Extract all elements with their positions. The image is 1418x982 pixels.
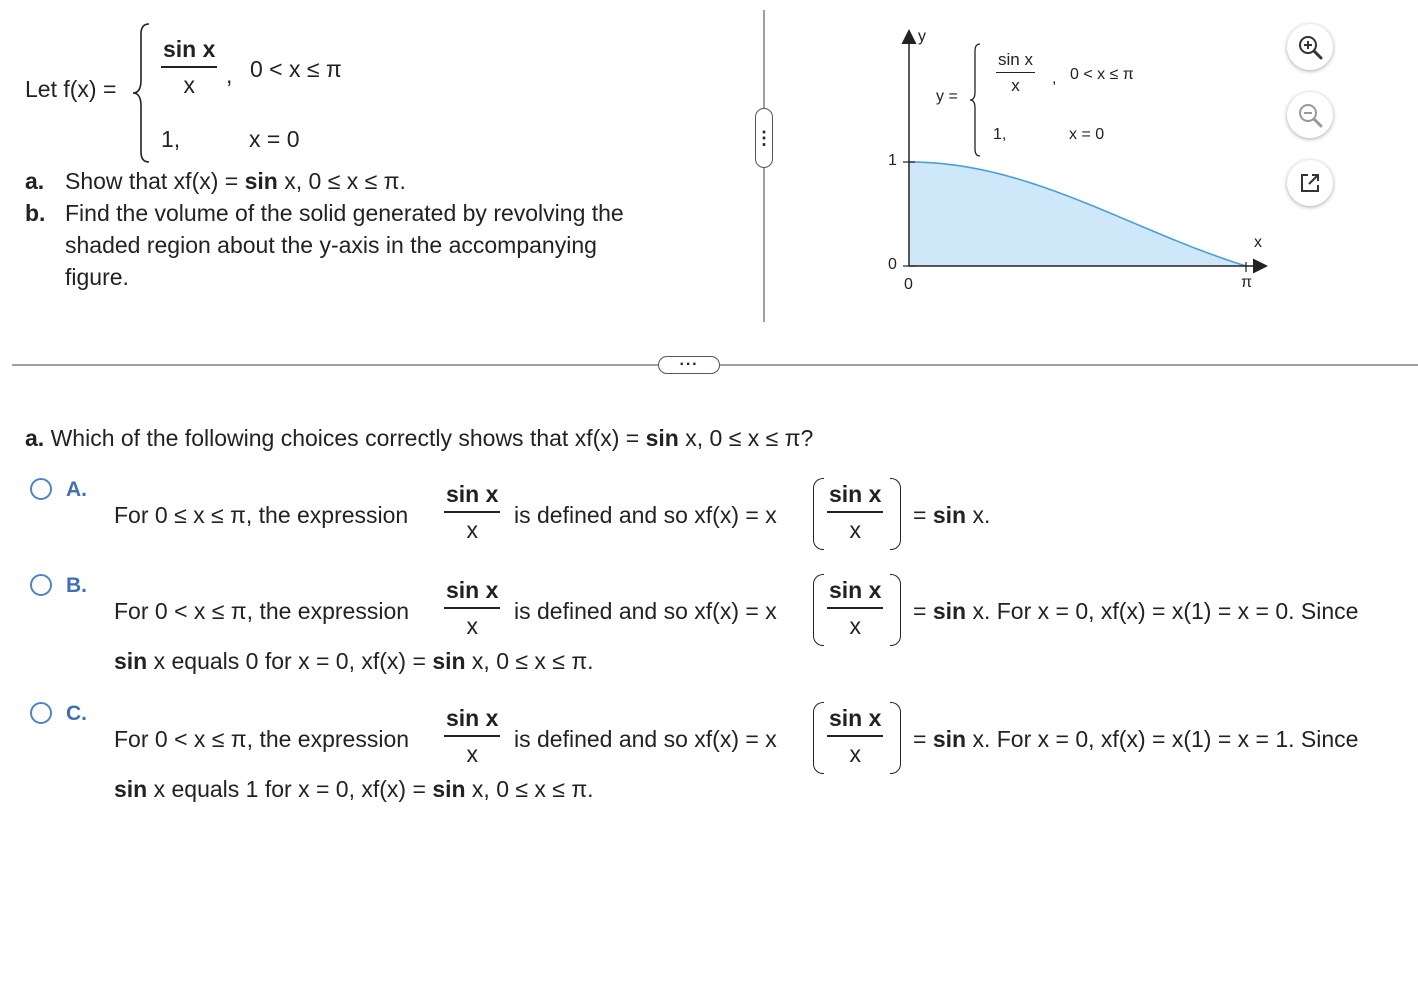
open-in-new-window-button[interactable] [1287,160,1333,206]
option-a-pre: For 0 ≤ x ≤ π, the expression [114,502,409,528]
question-text: a. Which of the following choices correctly shows that xf(x) = sin x, 0 ≤ x ≤ π? [25,425,814,451]
zoom-in-button[interactable] [1287,24,1333,70]
question-letter: a. [25,425,45,451]
option-b-pre: For 0 < x ≤ π, the expression [114,598,410,624]
piece1-denominator: x [183,71,195,98]
option-c-fraction [444,705,500,768]
option-c-end: = sin x. For x = 0, xf(x) = x(1) = x = 1. Since [913,726,1359,752]
external-link-icon [1298,171,1322,195]
y-axis-label: y [918,28,926,45]
option-a-paren-fraction [827,481,883,544]
part-b-letter: b. [25,200,46,226]
piece1-comma: , [226,62,233,88]
option-b-frac-den: x [466,612,478,639]
zoom-out-icon [1297,102,1323,128]
option-b-paren-fraction [827,577,883,640]
part-b-line1: Find the volume of the solid generated by revolving the [65,200,624,226]
part-a-letter: a. [25,168,45,194]
option-b-fraction [444,577,500,640]
option-b-frac-num: sin x [446,577,499,603]
x-tick-label-pi: π [1241,274,1253,291]
shaded-region [909,162,1246,266]
option-b-paren-num: sin x [829,577,882,603]
figure-piece1-comma: , [1052,70,1057,87]
figure-piece2-value: 1, [993,126,1007,143]
part-a-text: Show that xf(x) = sin x, 0 ≤ x ≤ π. [65,168,406,194]
option-b-radio[interactable] [30,574,52,596]
piece1-numerator: sin x [163,36,216,62]
option-c-frac-num: sin x [446,705,499,731]
option-c-letter: C. [66,702,87,725]
figure-piece1-condition: 0 < x ≤ π [1070,66,1134,83]
figure-piece2-condition: x = 0 [1069,126,1105,143]
x-tick-label-0: 0 [904,276,913,293]
part-b-line3: figure. [65,264,129,290]
part-b-line2: shaded region about the y-axis in the accompanying [65,232,597,258]
y-tick-label-0: 0 [888,256,897,273]
option-b-end: = sin x. For x = 0, xf(x) = x(1) = x = 0. Since [913,598,1359,624]
piece2-value: 1, [161,126,181,152]
option-a-paren-num: sin x [829,481,882,507]
option-a-frac-den: x [466,516,478,543]
option-c-radio[interactable] [30,702,52,724]
figure-eq-label: y = [936,88,958,105]
option-c-paren-den: x [849,740,861,767]
horizontal-resize-handle[interactable]: ··· [658,356,720,374]
option-a-paren-den: x [849,516,861,543]
figure-piece1-fraction [996,50,1035,96]
y-tick-label-1: 1 [888,152,897,169]
zoom-out-button[interactable] [1287,92,1333,138]
x-axis-label: x [1254,234,1262,251]
option-a-frac-num: sin x [446,481,499,507]
option-c-pre: For 0 < x ≤ π, the expression [114,726,410,752]
option-c-line2: sin x equals 1 for x = 0, xf(x) = sin x, 0 ≤ x ≤ π. [114,776,594,802]
piece2-condition: x = 0 [249,126,300,152]
zoom-in-icon [1297,34,1323,60]
option-c-frac-den: x [466,740,478,767]
option-a-fraction [444,481,500,544]
option-a-end: = sin x. [913,502,991,528]
option-a-radio[interactable] [30,478,52,500]
option-b-paren-den: x [849,612,861,639]
piece1-fraction [161,36,217,99]
option-c-paren-fraction [827,705,883,768]
figure-brace [968,42,982,158]
option-c-mid: is defined and so xf(x) = x [514,726,777,752]
option-b-line2: sin x equals 0 for x = 0, xf(x) = sin x, 0 ≤ x ≤ π. [114,648,594,674]
option-a-letter: A. [66,478,87,501]
figure-piece1-numerator: sin x [998,50,1033,69]
vertical-resize-handle[interactable]: ⋮ [755,108,773,168]
let-label: Let f(x) = [25,76,117,102]
option-a-mid: is defined and so xf(x) = x [514,502,777,528]
left-brace [130,22,152,164]
option-c-paren-num: sin x [829,705,882,731]
piece1-condition: 0 < x ≤ π [250,56,342,82]
figure-piece1-denominator: x [1011,76,1020,96]
option-b-letter: B. [66,574,87,597]
option-b-mid: is defined and so xf(x) = x [514,598,777,624]
